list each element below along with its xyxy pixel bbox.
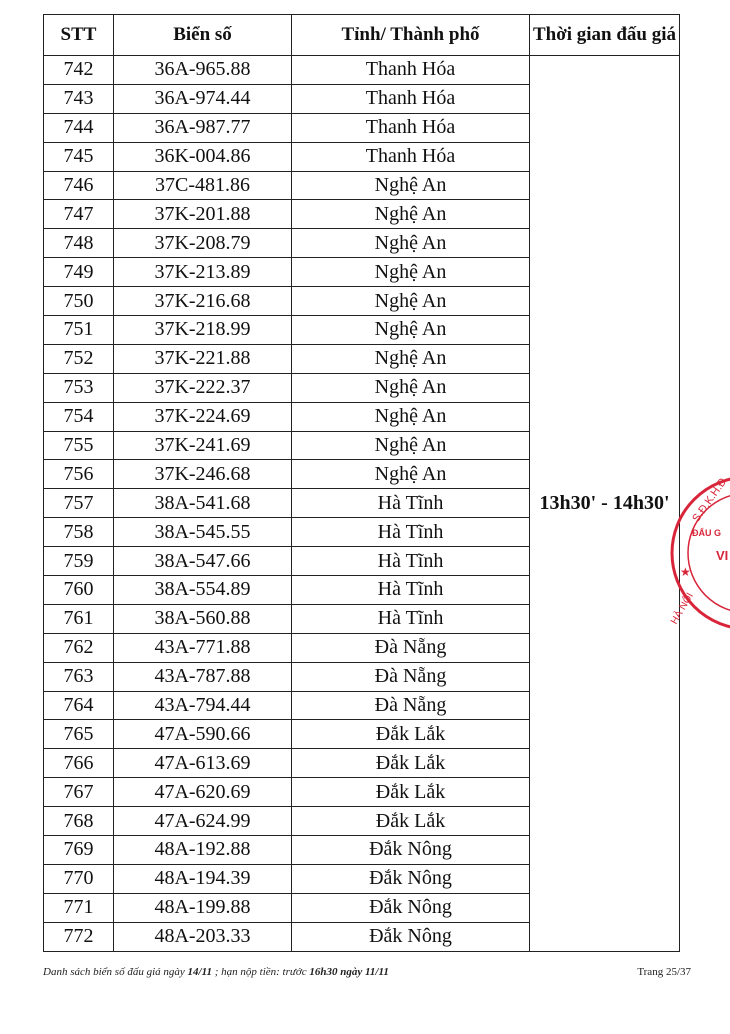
- footer-middle: ; hạn nộp tiền: trước: [211, 966, 310, 978]
- cell-province: Nghệ An: [292, 460, 530, 489]
- page-number: Trang 25/37: [637, 966, 691, 978]
- header-auction-time: Thời gian đấu giá: [530, 15, 680, 56]
- cell-plate: 37K-216.68: [114, 287, 292, 316]
- cell-stt: 768: [44, 807, 114, 836]
- cell-plate: 43A-794.44: [114, 691, 292, 720]
- cell-stt: 753: [44, 373, 114, 402]
- cell-stt: 755: [44, 431, 114, 460]
- cell-province: Nghệ An: [292, 373, 530, 402]
- cell-stt: 769: [44, 836, 114, 865]
- cell-stt: 742: [44, 56, 114, 85]
- cell-stt: 752: [44, 344, 114, 373]
- cell-province: Nghệ An: [292, 287, 530, 316]
- cell-province: Nghệ An: [292, 344, 530, 373]
- cell-plate: 36A-987.77: [114, 113, 292, 142]
- cell-plate: 47A-624.99: [114, 807, 292, 836]
- cell-stt: 746: [44, 171, 114, 200]
- header-stt: STT: [44, 15, 114, 56]
- cell-stt: 765: [44, 720, 114, 749]
- cell-plate: 37K-213.89: [114, 258, 292, 287]
- cell-province: Đà Nẵng: [292, 662, 530, 691]
- cell-province: Đắk Lắk: [292, 720, 530, 749]
- cell-province: Hà Tĩnh: [292, 489, 530, 518]
- cell-plate: 37K-208.79: [114, 229, 292, 258]
- cell-stt: 762: [44, 633, 114, 662]
- cell-province: Hà Tĩnh: [292, 576, 530, 605]
- cell-plate: 37K-224.69: [114, 402, 292, 431]
- cell-stt: 761: [44, 604, 114, 633]
- cell-plate: 38A-554.89: [114, 576, 292, 605]
- cell-plate: 38A-547.66: [114, 547, 292, 576]
- header-plate: Biển số: [114, 15, 292, 56]
- cell-plate: 36K-004.86: [114, 142, 292, 171]
- table-row: [44, 56, 680, 85]
- cell-stt: 763: [44, 662, 114, 691]
- cell-stt: 771: [44, 893, 114, 922]
- cell-stt: 745: [44, 142, 114, 171]
- cell-plate: 37C-481.86: [114, 171, 292, 200]
- cell-province: Nghệ An: [292, 316, 530, 345]
- cell-province: Thanh Hóa: [292, 84, 530, 113]
- stamp-star-icon: ★: [680, 565, 691, 579]
- cell-plate: 36A-974.44: [114, 84, 292, 113]
- stamp-text-mid: ĐẤU G: [692, 528, 721, 538]
- cell-stt: 757: [44, 489, 114, 518]
- cell-stt: 760: [44, 576, 114, 605]
- cell-plate: 38A-560.88: [114, 604, 292, 633]
- cell-plate: 37K-241.69: [114, 431, 292, 460]
- cell-stt: 756: [44, 460, 114, 489]
- cell-stt: 766: [44, 749, 114, 778]
- cell-plate: 37K-201.88: [114, 200, 292, 229]
- cell-plate: 43A-771.88: [114, 633, 292, 662]
- cell-stt: 754: [44, 402, 114, 431]
- footer-date: 14/11: [187, 966, 212, 978]
- cell-plate: 38A-541.68: [114, 489, 292, 518]
- header-province: Tỉnh/ Thành phố: [292, 15, 530, 56]
- cell-stt: 748: [44, 229, 114, 258]
- cell-province: Nghệ An: [292, 200, 530, 229]
- cell-province: Hà Tĩnh: [292, 518, 530, 547]
- cell-province: Đắk Lắk: [292, 807, 530, 836]
- cell-plate: 37K-246.68: [114, 460, 292, 489]
- cell-province: Thanh Hóa: [292, 113, 530, 142]
- cell-province: Nghệ An: [292, 402, 530, 431]
- stamp-text-right: VI: [716, 548, 729, 563]
- cell-stt: 743: [44, 84, 114, 113]
- footer-deadline: 16h30 ngày 11/11: [309, 966, 389, 978]
- cell-province: Hà Tĩnh: [292, 604, 530, 633]
- cell-stt: 759: [44, 547, 114, 576]
- cell-plate: 37K-221.88: [114, 344, 292, 373]
- cell-plate: 43A-787.88: [114, 662, 292, 691]
- stamp-text-top: S.Đ.K.H.Đ: [690, 476, 730, 525]
- cell-province: Đắk Nông: [292, 893, 530, 922]
- cell-stt: 767: [44, 778, 114, 807]
- cell-plate: 36A-965.88: [114, 56, 292, 85]
- cell-stt: 749: [44, 258, 114, 287]
- stamp-text-bottom: HÀ NỘI: [669, 591, 696, 627]
- cell-province: Đắk Lắk: [292, 778, 530, 807]
- cell-plate: 48A-194.39: [114, 864, 292, 893]
- auction-table: [43, 14, 680, 952]
- cell-stt: 764: [44, 691, 114, 720]
- cell-stt: 770: [44, 864, 114, 893]
- cell-province: Nghệ An: [292, 258, 530, 287]
- cell-province: Nghệ An: [292, 431, 530, 460]
- cell-province: Đà Nẵng: [292, 691, 530, 720]
- footer-prefix: Danh sách biển số đấu giá ngày: [43, 966, 188, 978]
- cell-province: Đà Nẵng: [292, 633, 530, 662]
- cell-plate: 47A-613.69: [114, 749, 292, 778]
- cell-province: Nghệ An: [292, 229, 530, 258]
- cell-plate: 48A-192.88: [114, 836, 292, 865]
- cell-plate: 48A-199.88: [114, 893, 292, 922]
- cell-stt: 751: [44, 316, 114, 345]
- cell-stt: 772: [44, 922, 114, 951]
- official-stamp: [668, 468, 730, 638]
- cell-province: Đắk Nông: [292, 864, 530, 893]
- cell-province: Đắk Lắk: [292, 749, 530, 778]
- cell-province: Hà Tĩnh: [292, 547, 530, 576]
- cell-province: Đắk Nông: [292, 922, 530, 951]
- cell-plate: 47A-620.69: [114, 778, 292, 807]
- table-body: [44, 56, 680, 952]
- cell-stt: 758: [44, 518, 114, 547]
- cell-province: Thanh Hóa: [292, 56, 530, 85]
- cell-plate: 48A-203.33: [114, 922, 292, 951]
- page-footer: [43, 966, 691, 978]
- cell-stt: 744: [44, 113, 114, 142]
- cell-plate: 37K-218.99: [114, 316, 292, 345]
- table-header-row: [44, 15, 680, 56]
- cell-stt: 747: [44, 200, 114, 229]
- cell-plate: 38A-545.55: [114, 518, 292, 547]
- cell-province: Thanh Hóa: [292, 142, 530, 171]
- cell-plate: 37K-222.37: [114, 373, 292, 402]
- cell-auction-time: 13h30' - 14h30': [530, 56, 680, 952]
- cell-stt: 750: [44, 287, 114, 316]
- cell-province: Nghệ An: [292, 171, 530, 200]
- cell-plate: 47A-590.66: [114, 720, 292, 749]
- cell-province: Đắk Nông: [292, 836, 530, 865]
